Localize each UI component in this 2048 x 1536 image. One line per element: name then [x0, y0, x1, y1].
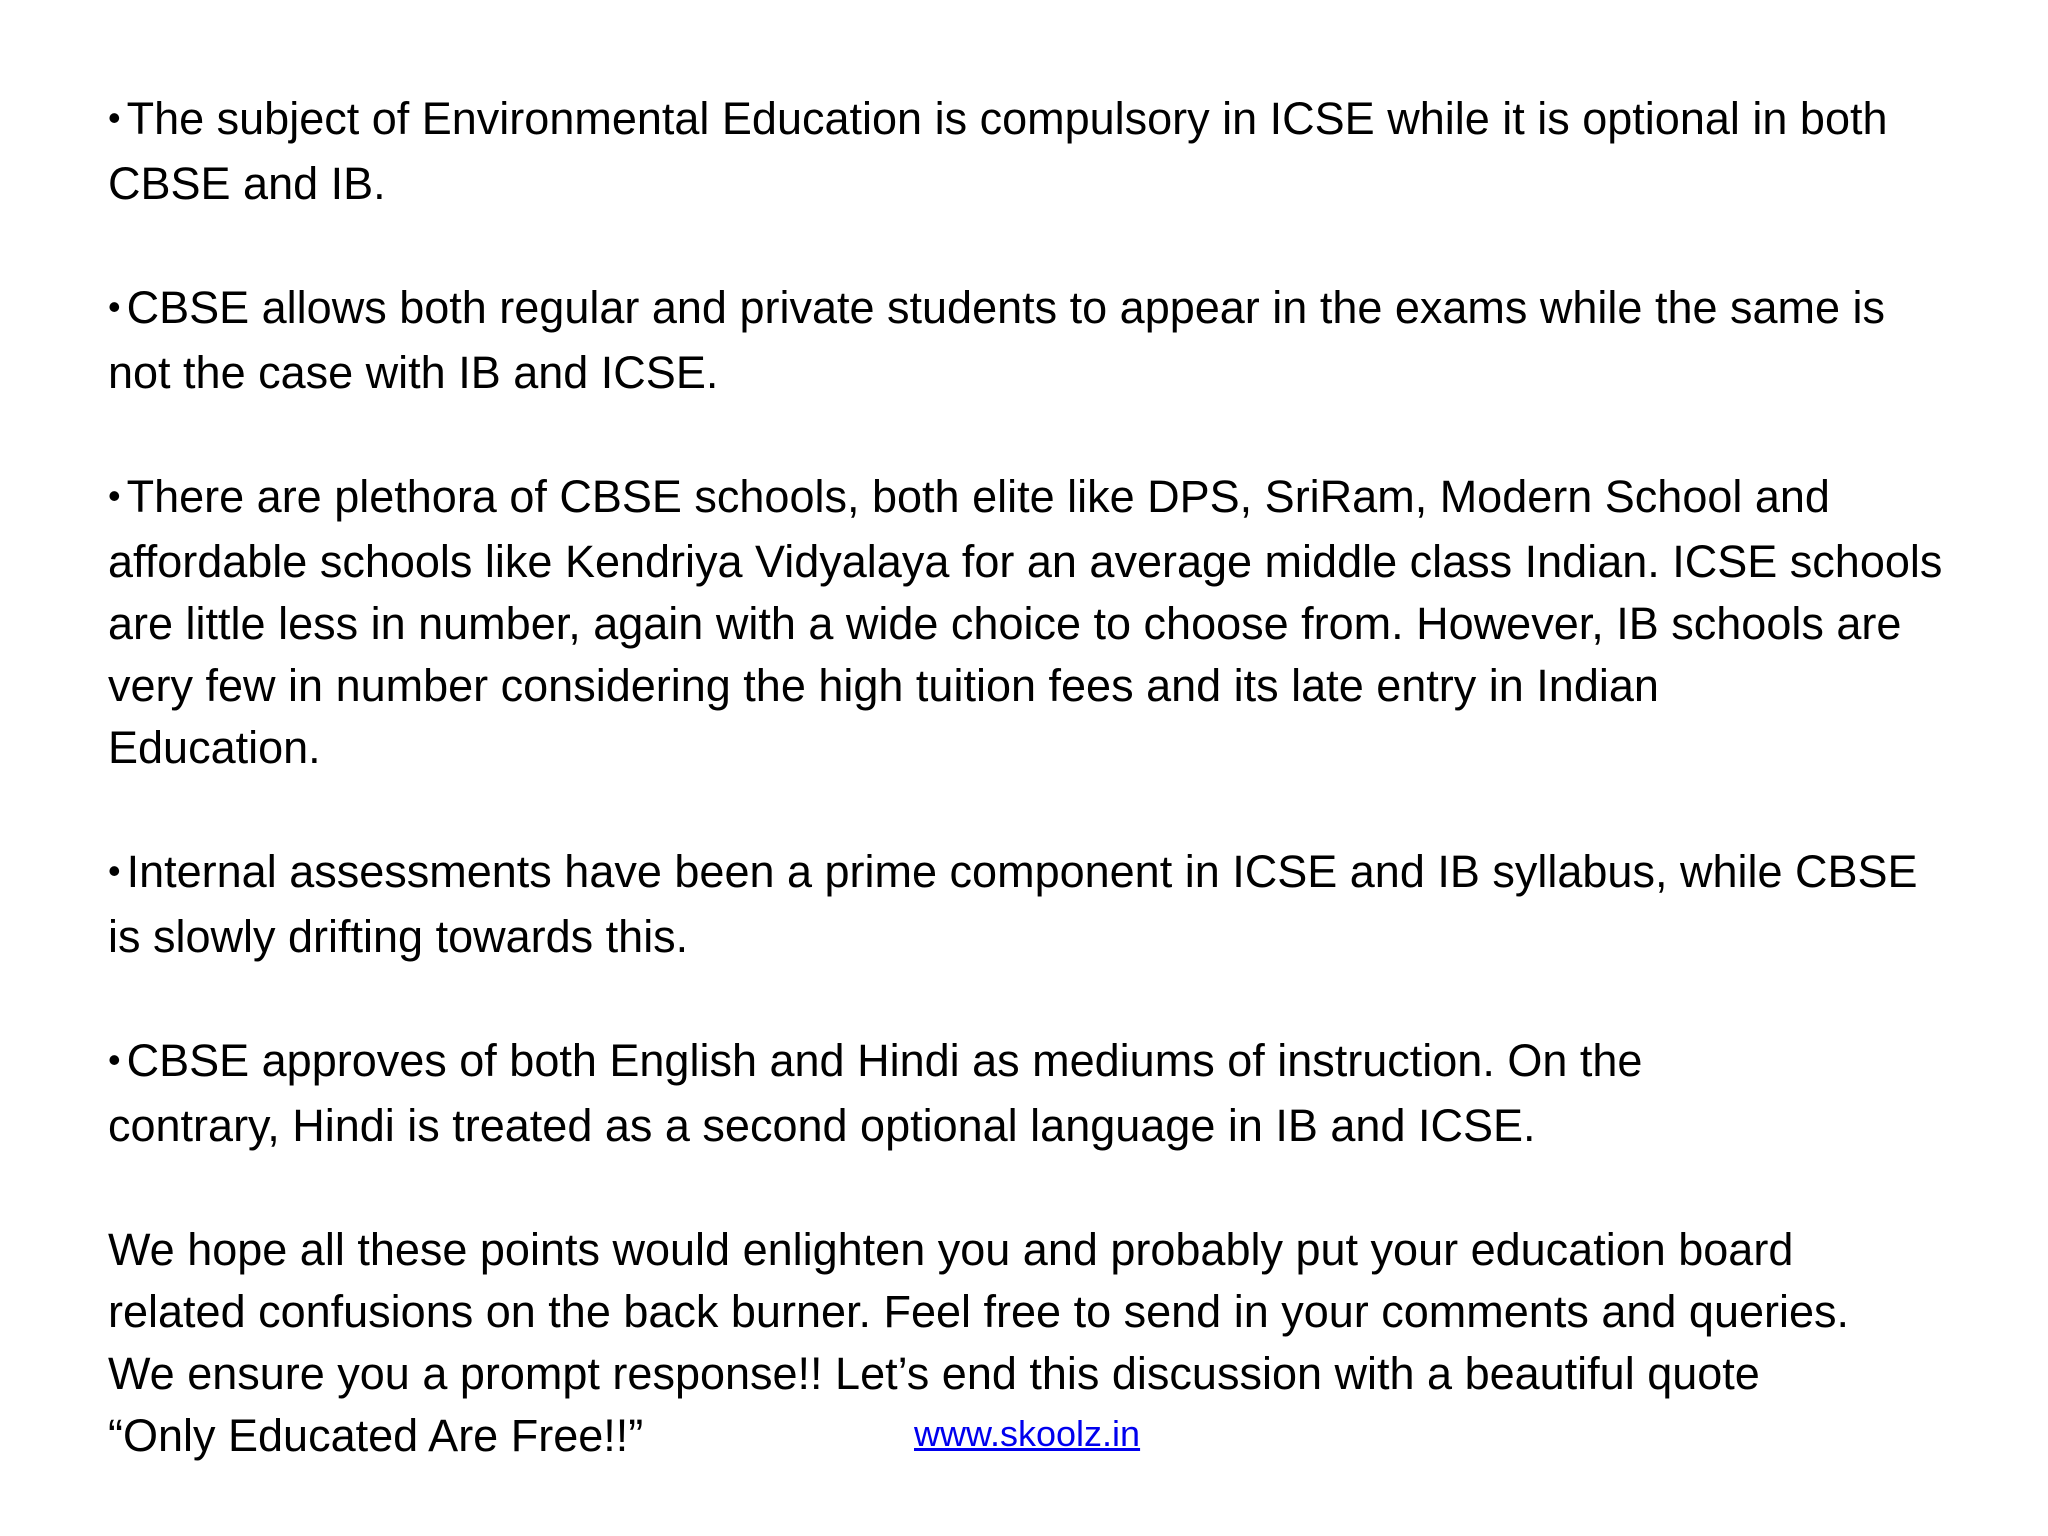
bullet-text: There are plethora of CBSE schools, both elite like DPS, SriRam, Modern School and affordable schools like Kendriya Vidyalaya for an average middle class Indian. ICSE schools are little less in number, again with a wide choice to choose from. However, IB schools are very few in number considering the high tuition fees and its late entry in Indian Education.: [108, 471, 1943, 773]
bullet-text: CBSE approves of both English and Hindi as mediums of instruction. On the contrary, Hindi is treated as a second optional language in IB and ICSE.: [108, 1035, 1643, 1151]
bullet-point-environmental-education: [108, 88, 2008, 215]
bullet-point-school-availability: [108, 466, 2008, 779]
bullet-text: Internal assessments have been a prime component in ICSE and IB syllabus, while CBSE is slowly drifting towards this.: [108, 846, 1918, 962]
bullet-icon: •: [108, 850, 121, 891]
website-link[interactable]: www.skoolz.in: [914, 1413, 1141, 1454]
bullet-text: CBSE allows both regular and private students to appear in the exams while the same is not the case with IB and ICSE.: [108, 282, 1886, 398]
bullet-text: The subject of Environmental Education is compulsory in ICSE while it is optional in both CBSE and IB.: [108, 93, 1888, 209]
bullet-point-internal-assessments: [108, 841, 2008, 968]
closing-paragraph: We hope all these points would enlighten you and probably put your education board related confusions on the back burner. Feel free to send in your comments and queries. We ensure you a prompt response!! Let’s end this discussion with a beautiful quote “Only Educated Are Free!!”: [108, 1224, 1850, 1461]
bullet-icon: •: [108, 475, 121, 516]
bullet-icon: •: [108, 1039, 121, 1080]
bullet-point-medium-of-instruction: [108, 1030, 2008, 1157]
bullet-icon: •: [108, 286, 121, 327]
bullet-point-private-students: [108, 277, 2008, 404]
bullet-icon: •: [108, 97, 121, 138]
slide-body: [108, 88, 2008, 1467]
